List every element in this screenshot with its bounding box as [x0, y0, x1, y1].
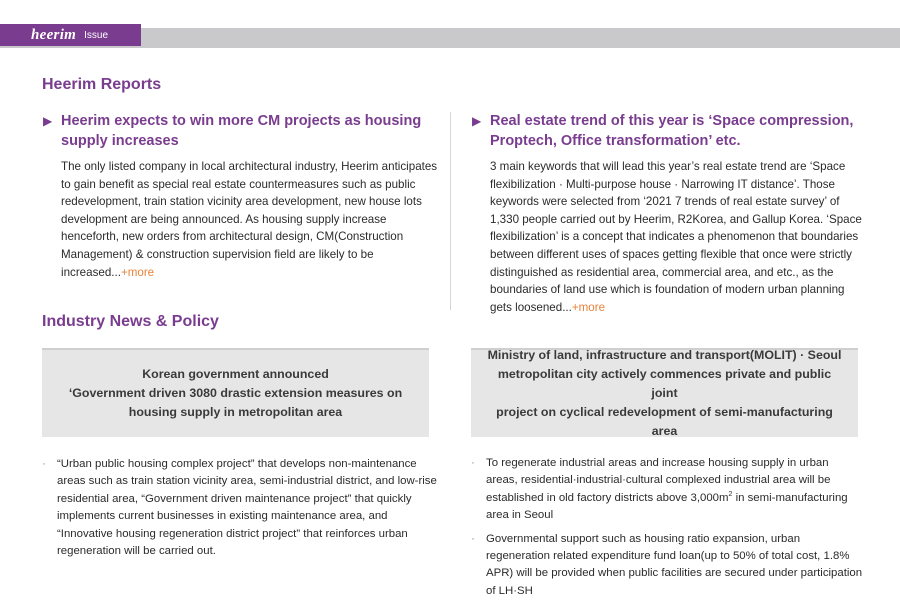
bullet-text: “Urban public housing complex project” that develops non-maintenance areas such as train station vicinity area, semi-industrial district, and low-rise residential area, “Government driven maintenance project” that quickly implements current businesses in existing maintenance area, and “Innovative housing regeneration district project” that reinforces urban regeneration will be carried out. — [57, 458, 437, 558]
brand-logo: heerim — [31, 26, 77, 43]
issue-label: Issue — [84, 29, 109, 41]
bullet-marker: · — [42, 458, 46, 470]
superscript: 2 — [728, 491, 733, 499]
triangle-right-icon: ▶ — [43, 114, 53, 128]
news-headline-box — [471, 348, 858, 437]
article-headline-text: Real estate trend of this year is ‘Space compression, Proptech, Office transformation’ etc. — [490, 113, 854, 149]
bullet-marker: · — [471, 457, 475, 469]
news-section-title: Industry News & Policy — [42, 313, 219, 330]
news-headline-box — [42, 348, 429, 437]
triangle-right-icon: ▶ — [472, 114, 482, 128]
article-body-text: The only listed company in local architectural industry, Heerim anticipates to gain benefit as special real estate countermeasures such as public redevelopment, train station vicinity area development, new house lots development are being announced. As housing supply increase henceforth, new orders from architectural design, CM(Construction Management) & construction supervision field are likely to be increased... — [61, 160, 438, 279]
news-bullet-list — [471, 455, 863, 606]
article-headline — [472, 111, 867, 151]
article-body-text: 3 main keywords that will lead this year’s real estate trend are ‘Space flexibilization · Multi-purpose house · Narrowing IT distance’. Those keywords were selected from ‘2021 7 trends of real estate survey’ of 1,330 people carried out by Heerim, R2Korea, and Gallup Korea. ‘Space flexibilization’ is a concept that indicates a phenomenon that boundaries between different uses of spaces getting flexible that once were strictly distinguished as residential area, commercial area, and etc., as the boundaries of land use which is foundation of modern urban planning gets loosened... — [490, 160, 862, 314]
article-headline-text: Heerim expects to win more CM projects as housing supply increases — [61, 113, 422, 149]
report-article-real-estate-trend — [472, 111, 867, 316]
news-headline-line: Ministry of land, infrastructure and transport(MOLIT) · Seoul — [487, 348, 842, 362]
list-item — [471, 455, 863, 525]
list-item — [42, 456, 437, 560]
news-headline-text — [485, 346, 844, 441]
list-item — [471, 531, 863, 601]
more-link[interactable]: +more — [571, 300, 606, 314]
news-headline-line: Korean government announced — [142, 367, 329, 381]
bullet-text: Governmental support such as housing ratio expansion, urban regeneration related expenditure fund loan(up to 50% of total cost, 1.8% APR) will be provided when public facilities are secured under participation of LH·SH — [486, 532, 863, 597]
news-headline-line: project on cyclical redevelopment of semi-manufacturing area — [496, 405, 833, 438]
news-headline-text — [69, 365, 402, 422]
news-headline-line: ‘Government driven 3080 drastic extension measures on — [68, 386, 403, 400]
article-body — [490, 158, 867, 316]
column-divider — [450, 112, 451, 310]
more-link[interactable]: +more — [120, 265, 155, 279]
news-bullet-list — [42, 456, 437, 566]
reports-section-title: Heerim Reports — [42, 76, 162, 93]
bullet-text-main: To regenerate industrial areas and increase housing supply in urban areas, residential·industrial·cultural complexed industrial area will be established in old factory districts above 3,000m — [486, 457, 831, 504]
article-body — [61, 158, 438, 281]
news-headline-line: metropolitan city actively commences private and public joint — [497, 367, 832, 400]
report-article-cm-projects — [43, 111, 438, 281]
brand-tab — [0, 24, 141, 46]
bullet-text — [486, 455, 863, 525]
news-headline-line: housing supply in metropolitan area — [128, 405, 343, 419]
bullet-text-tail: in semi-manufacturing area in Seoul — [486, 491, 848, 522]
bullet-marker: · — [471, 532, 475, 545]
article-headline — [43, 111, 438, 151]
